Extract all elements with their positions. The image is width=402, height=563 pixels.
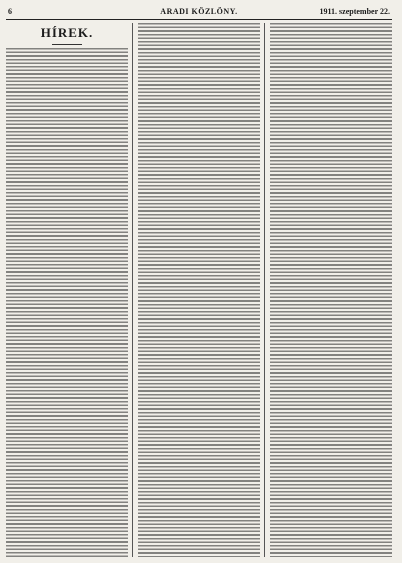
title-rule [52, 44, 82, 45]
masthead [6, 5, 392, 20]
column-1 [6, 23, 133, 557]
column-1-text [6, 48, 128, 557]
newspaper-page [6, 5, 392, 557]
column-2-text [138, 23, 260, 557]
article-columns [6, 23, 392, 557]
issue-date: 1911. szeptember 22. [319, 7, 390, 16]
column-2 [138, 23, 265, 557]
paper-name: ARADI KÖZLÖNY. [160, 7, 238, 16]
section-title: HÍREK. [40, 25, 94, 40]
page-number: 6 [8, 7, 12, 16]
column-3 [270, 23, 392, 557]
column-3-text [270, 23, 392, 557]
